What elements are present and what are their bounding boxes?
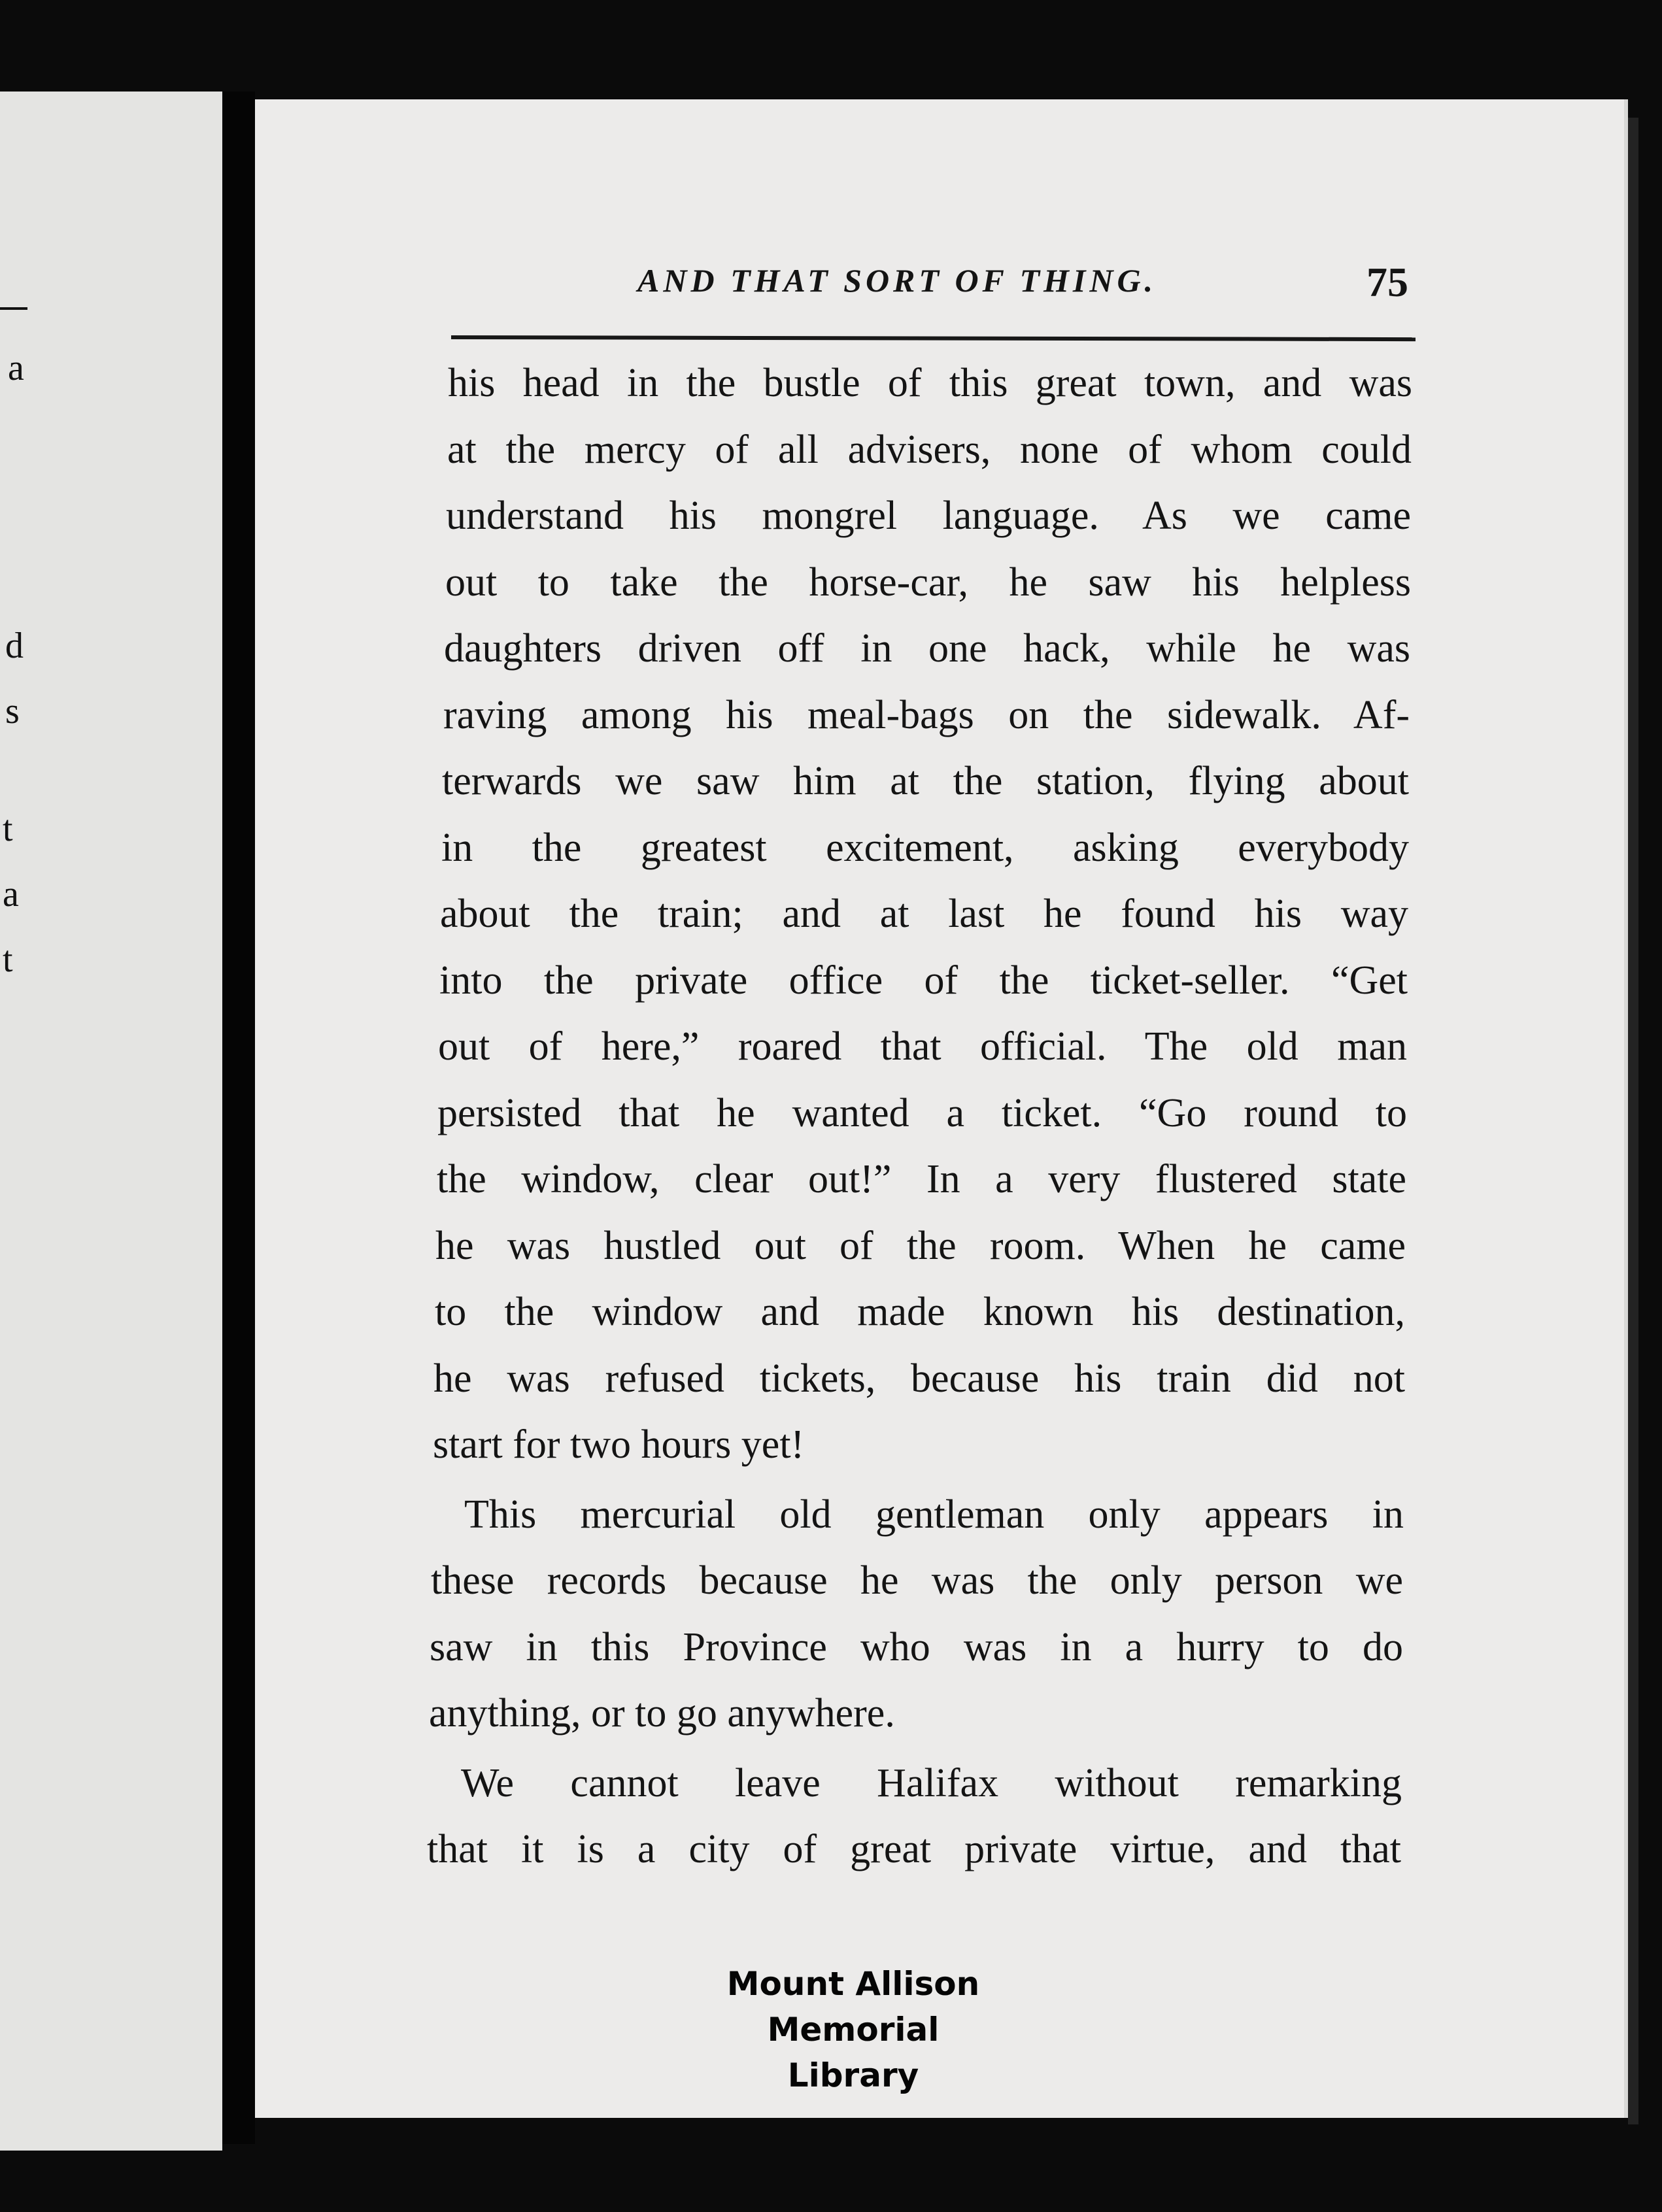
stamp-line: Library [787,2056,919,2094]
text-line: these records because he was the only person we [431,1558,1403,1603]
text-line: in the greatest excitement, asking everybody [441,826,1409,870]
text-line: persisted that he wanted a ticket. “Go round to [437,1091,1407,1135]
text-line: This mercurial old gentleman only appears in [464,1492,1404,1537]
left-page-fragment: t [3,939,13,980]
text-line: his head in the bustle of this great town, and was [448,361,1412,405]
text-line: We cannot leave Halifax without remarking [461,1761,1402,1805]
text-line: at the mercy of all advisers, none of whom could [447,427,1412,472]
left-page-rule [0,307,27,310]
text-line: that it is a city of great private virtue, and that [427,1827,1401,1871]
text-line: out to take the horse-car, he saw his helpless [445,560,1411,605]
text-line: saw in this Province who was in a hurry to do [430,1625,1403,1669]
stamp-line: Mount Allison [726,1965,980,2003]
left-page [0,92,222,2151]
text-line: anything, or to go anywhere. [429,1691,895,1735]
left-page-fragment: a [3,874,19,914]
book-spine [222,92,255,2144]
text-line: about the train; and at last he found his way [440,892,1408,936]
text-line: raving among his meal-bags on the sidewalk. Af- [443,693,1410,737]
page-number: 75 [1366,259,1408,305]
text-line: start for two hours yet! [433,1422,805,1467]
text-line: terwards we saw him at the station, flying about [442,759,1409,803]
left-page-fragment: s [5,691,20,731]
right-page-edge [1628,118,1638,2124]
text-line: into the private office of the ticket-seller. “Get [439,958,1408,1003]
text-line: he was hustled out of the room. When he came [435,1224,1406,1268]
left-page-fragment: a [8,348,24,388]
text-line: out of here,” roared that official. The old man [438,1024,1407,1069]
stamp-line: Memorial [767,2011,940,2049]
running-head: AND THAT SORT OF THING. [637,262,1157,299]
left-page-fragment: t [3,809,13,849]
library-stamp [716,1961,991,2098]
text-line: the window, clear out!” In a very flustered state [437,1157,1406,1201]
text-line: understand his mongrel language. As we came [446,494,1411,538]
left-page-fragment: d [5,626,24,666]
text-line: he was refused tickets, because his train did not [433,1356,1405,1401]
text-line: daughters driven off in one hack, while he was [444,626,1410,671]
text-line: to the window and made known his destination, [435,1290,1405,1334]
